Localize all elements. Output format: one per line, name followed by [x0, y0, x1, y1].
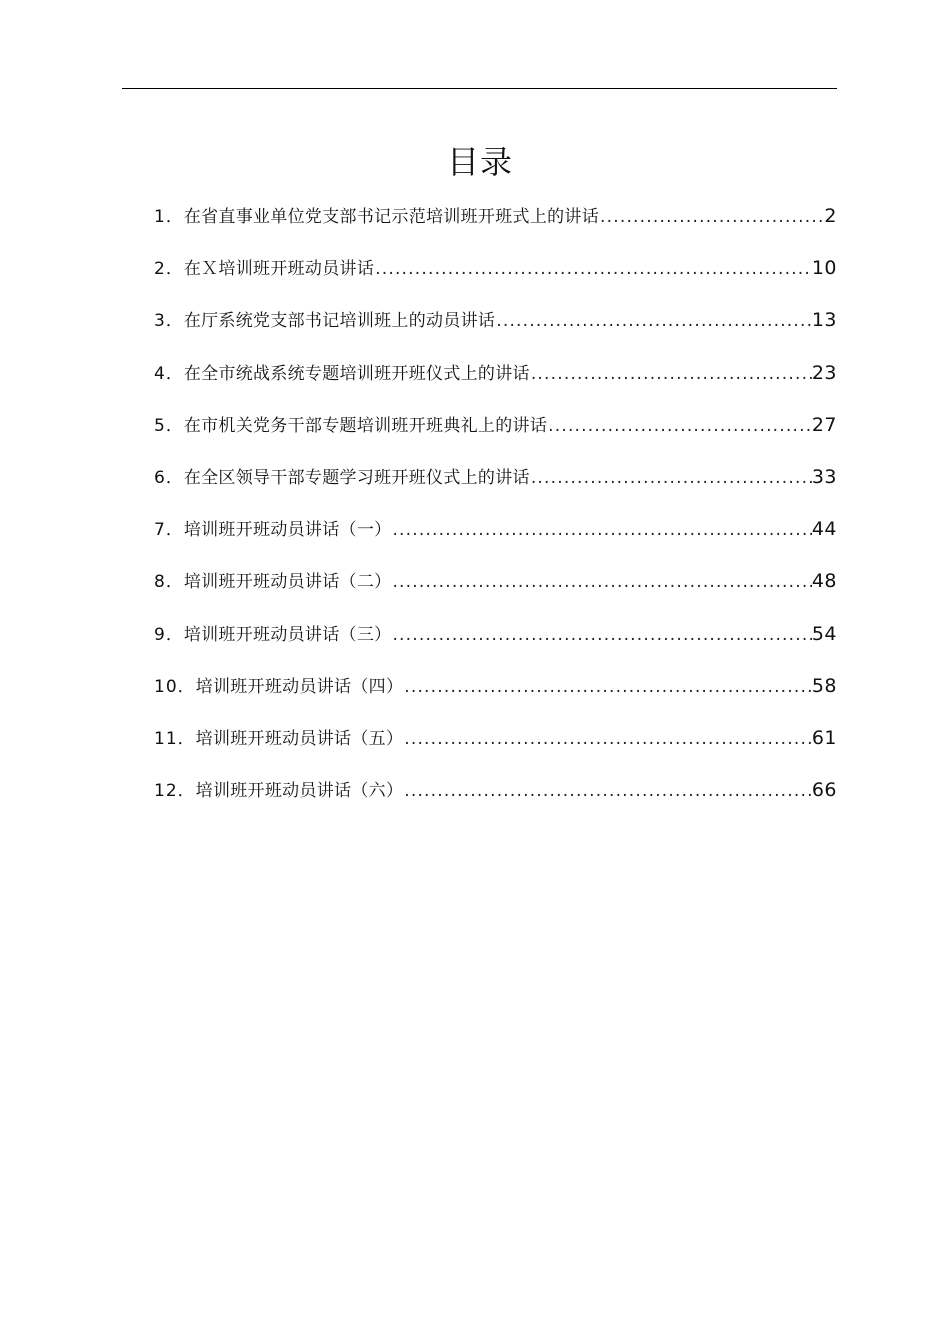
toc-entry-4[interactable]	[154, 359, 837, 411]
toc-entry-number: 10．	[154, 676, 196, 697]
toc-entry-title: 在省直事业单位党支部书记示范培训班开班式上的讲话	[183, 207, 600, 227]
toc-entry-12[interactable]	[154, 776, 837, 828]
toc-dot-leader	[547, 412, 812, 440]
toc-dot-leader	[495, 307, 812, 335]
toc-entry-title: 在市机关党务干部专题培训班开班典礼上的讲话	[183, 415, 548, 436]
toc-entry-page: 10	[811, 257, 837, 280]
toc-dot-leader	[374, 255, 812, 283]
toc-entry-page: 13	[811, 309, 837, 332]
toc-entry-1[interactable]	[154, 202, 837, 254]
toc-entry-title: 在全区领导干部专题学习班开班仪式上的讲话	[183, 467, 530, 488]
toc-entry-6[interactable]	[154, 463, 837, 515]
toc-entry-title: 在全市统战系统专题培训班开班仪式上的讲话	[183, 363, 530, 384]
toc-entry-title: 在厅系统党支部书记培训班上的动员讲话	[183, 311, 496, 332]
toc-dot-leader	[403, 725, 812, 753]
toc-entry-title: 培训班开班动员讲话（三）	[183, 624, 392, 645]
toc-entry-number: 2．	[154, 259, 184, 280]
toc-dot-leader	[599, 203, 824, 231]
toc-entry-8[interactable]	[154, 567, 837, 619]
toc-entry-number: 9．	[154, 624, 184, 645]
toc-entry-3[interactable]	[154, 306, 837, 358]
toc-entry-number: 3．	[154, 311, 184, 332]
toc-entry-number: 12．	[154, 781, 196, 802]
toc-entry-page: 58	[811, 674, 837, 697]
page-title: 目录	[446, 143, 513, 181]
toc-entry-page: 33	[811, 465, 837, 488]
table-of-contents	[154, 202, 837, 828]
toc-entry-number: 1．	[154, 207, 184, 227]
toc-dot-leader	[391, 568, 811, 596]
toc-entry-9[interactable]	[154, 620, 837, 672]
toc-entry-title: 培训班开班动员讲话（六）	[195, 781, 404, 802]
toc-entry-number: 4．	[154, 363, 184, 384]
toc-entry-number: 8．	[154, 572, 184, 593]
toc-dot-leader	[391, 516, 811, 544]
toc-dot-leader	[530, 360, 812, 388]
toc-entry-page: 2	[824, 205, 837, 227]
toc-entry-number: 7．	[154, 520, 184, 541]
toc-entry-7[interactable]	[154, 515, 837, 567]
toc-entry-page: 44	[811, 518, 837, 541]
toc-entry-page: 66	[811, 779, 837, 802]
toc-entry-2[interactable]	[154, 254, 837, 306]
toc-entry-page: 27	[811, 413, 837, 436]
toc-entry-page: 23	[811, 361, 837, 384]
toc-entry-title: 培训班开班动员讲话（一）	[183, 520, 392, 541]
toc-dot-leader	[530, 464, 812, 492]
toc-entry-page: 48	[811, 570, 837, 593]
toc-entry-page: 54	[811, 622, 837, 645]
toc-entry-5[interactable]	[154, 411, 837, 463]
toc-dot-leader	[403, 673, 812, 701]
toc-dot-leader	[403, 777, 812, 805]
toc-entry-title: 培训班开班动员讲话（二）	[183, 572, 392, 593]
header-rule	[122, 88, 837, 89]
toc-entry-10[interactable]	[154, 672, 837, 724]
toc-entry-11[interactable]	[154, 724, 837, 776]
toc-entry-number: 6．	[154, 467, 184, 488]
toc-dot-leader	[391, 621, 811, 649]
toc-entry-number: 11．	[154, 728, 196, 749]
toc-entry-title: 培训班开班动员讲话（四）	[195, 676, 404, 697]
toc-entry-title: 培训班开班动员讲话（五）	[195, 728, 404, 749]
toc-entry-title: 在Ｘ培训班开班动员讲话	[183, 259, 375, 280]
toc-entry-page: 61	[811, 726, 837, 749]
toc-entry-number: 5．	[154, 415, 184, 436]
